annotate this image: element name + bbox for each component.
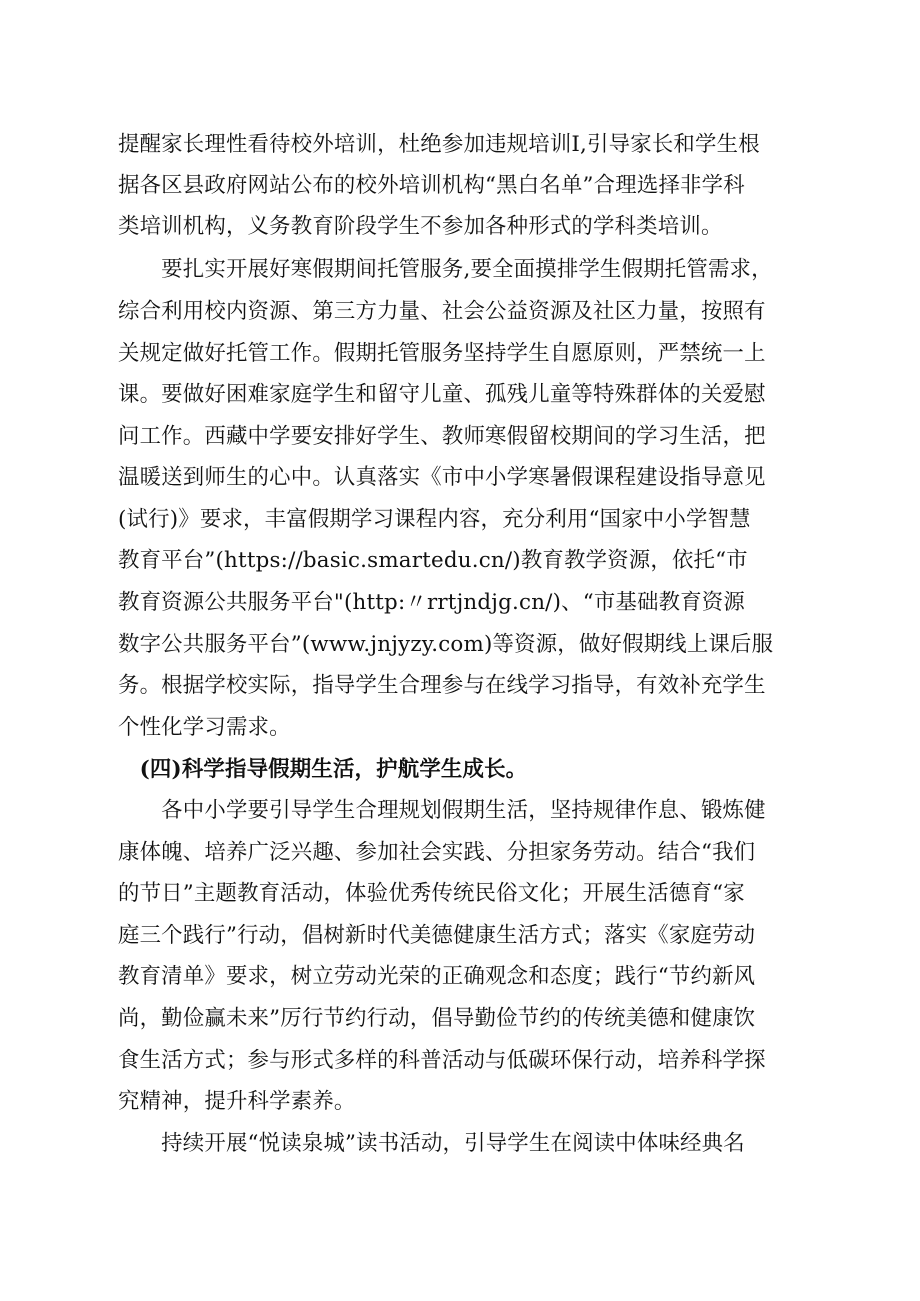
text-line: 究精神，提升科学素养。: [118, 1089, 356, 1114]
text-line: 的节日”主题教育活动，体验优秀传统民俗文化；开展生活德育“家: [118, 881, 745, 906]
text-line: 各中小学要引导学生合理规划假期生活，坚持规律作息、锻炼健: [118, 798, 766, 823]
text-line: 关规定做好托管工作。假期托管服务坚持学生自愿原则，严禁统一上: [118, 341, 766, 366]
text-line: 个性化学习需求。: [118, 715, 291, 740]
section-heading: (四)科学指导假期生活，护航学生成长。: [118, 757, 528, 782]
text-line: 务。根据学校实际，指导学生合理参与在线学习指导，有效补充学生: [118, 673, 766, 698]
text-line: 据各区县政府网站公布的校外培训机构“黑白名单”合理选择非学科: [118, 173, 745, 198]
text-line: 课。要做好困难家庭学生和留守儿童、孤残儿童等特殊群体的关爱慰: [118, 382, 766, 407]
text-line: 提醒家长理性看待校外培训，杜绝参加违规培训I,引导家长和学生根: [118, 132, 760, 157]
text-line: 教育清单》要求，树立劳动光荣的正确观念和态度；践行“节约新风: [118, 964, 756, 989]
text-line: 教育资源公共服务平台"(http:〃rrtjndjg.cn/)、“市基础教育资源: [118, 590, 745, 615]
text-line: 温暖送到师生的心中。认真落实《市中小学寒暑假课程建设指导意见: [118, 465, 766, 490]
text-line: 类培训机构，义务教育阶段学生不参加各种形式的学科类培训。: [118, 214, 723, 239]
text-line: 教育平台”(https://basic.smartedu.cn/)教育教学资源，依托“市: [118, 548, 748, 573]
text-line: 综合利用校内资源、第三方力量、社会公益资源及社区力量，按照有: [118, 299, 766, 324]
text-line: 康体魄、培养广泛兴趣、参加社会实践、分担家务劳动。结合“我们: [118, 840, 756, 865]
text-line: 持续开展“悦读泉城”读书活动，引导学生在阅读中体味经典名: [118, 1131, 745, 1156]
text-line: 要扎实开展好寒假期间托管服务,要全面摸排学生假期托管需求，: [118, 257, 773, 282]
text-line: 庭三个践行”行动，倡树新时代美德健康生活方式；落实《家庭劳动: [118, 923, 756, 948]
text-line: 食生活方式；参与形式多样的科普活动与低碳环保行动，培养科学探: [118, 1048, 766, 1073]
text-line: 尚，勤俭赢未来”厉行节约行动，倡导勤俭节约的传统美德和健康饮: [118, 1006, 756, 1031]
text-line: 问工作。西藏中学要安排好学生、教师寒假留校期间的学习生活，把: [118, 424, 766, 449]
text-line: (试行)》要求，丰富假期学习课程内容，充分利用“国家中小学智慧: [118, 507, 751, 532]
text-line: 数字公共服务平台”(www.jnjyzy.com)等资源，做好假期线上课后服: [118, 632, 774, 657]
